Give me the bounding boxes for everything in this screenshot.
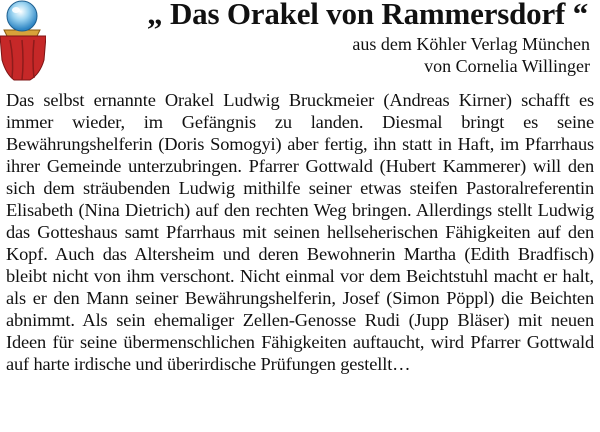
- author-line: von Cornelia Willinger: [424, 56, 590, 76]
- document-title: „ Das Orakel von Rammersdorf “: [147, 0, 588, 31]
- crystal-ball-icon: [0, 0, 46, 82]
- article-body: Das selbst ernannte Orakel Ludwig Bruckmeier (Andreas Kirner) schafft es immer wieder, im Gefängnis zu landen. Diesmal bringt es seine Bewährungshelferin (Doris Somogyi) aber fertig, ihn statt in Haft, im Pfarrhaus ihrer Gemeinde unterzubringen. Pfarrer Gottwald (Hubert Kammerer) will den sich dem sträubenden Ludwig mithilfe seiner etwas steifen Pastoralreferentin Elisabeth (Nina Dietrich) auf den rechten Weg bringen. Allerdings stellt Ludwig das Gotteshaus samt Pfarrhaus mit seinen hellseherischen Fähigkeiten auf den Kopf. Auch das Altersheim und deren Bewohnerin Martha (Edith Bradfisch) bleibt nicht von ihm verschont. Nicht einmal vor dem Beichtstuhl macht er halt, als er den Mann seiner Bewährungshelferin, Josef (Simon Pöppl) die Beichten abnimmt. Als sein ehemaliger Zellen-Genosse Rudi (Jupp Bläser) mit neuen Ideen für seine übermenschlichen Fähigkeiten auftaucht, wird Pfarrer Gottwald auf harte irdische und überirdische Prüfungen gestellt…: [6, 90, 594, 374]
- publisher-line: aus dem Köhler Verlag München: [352, 34, 590, 54]
